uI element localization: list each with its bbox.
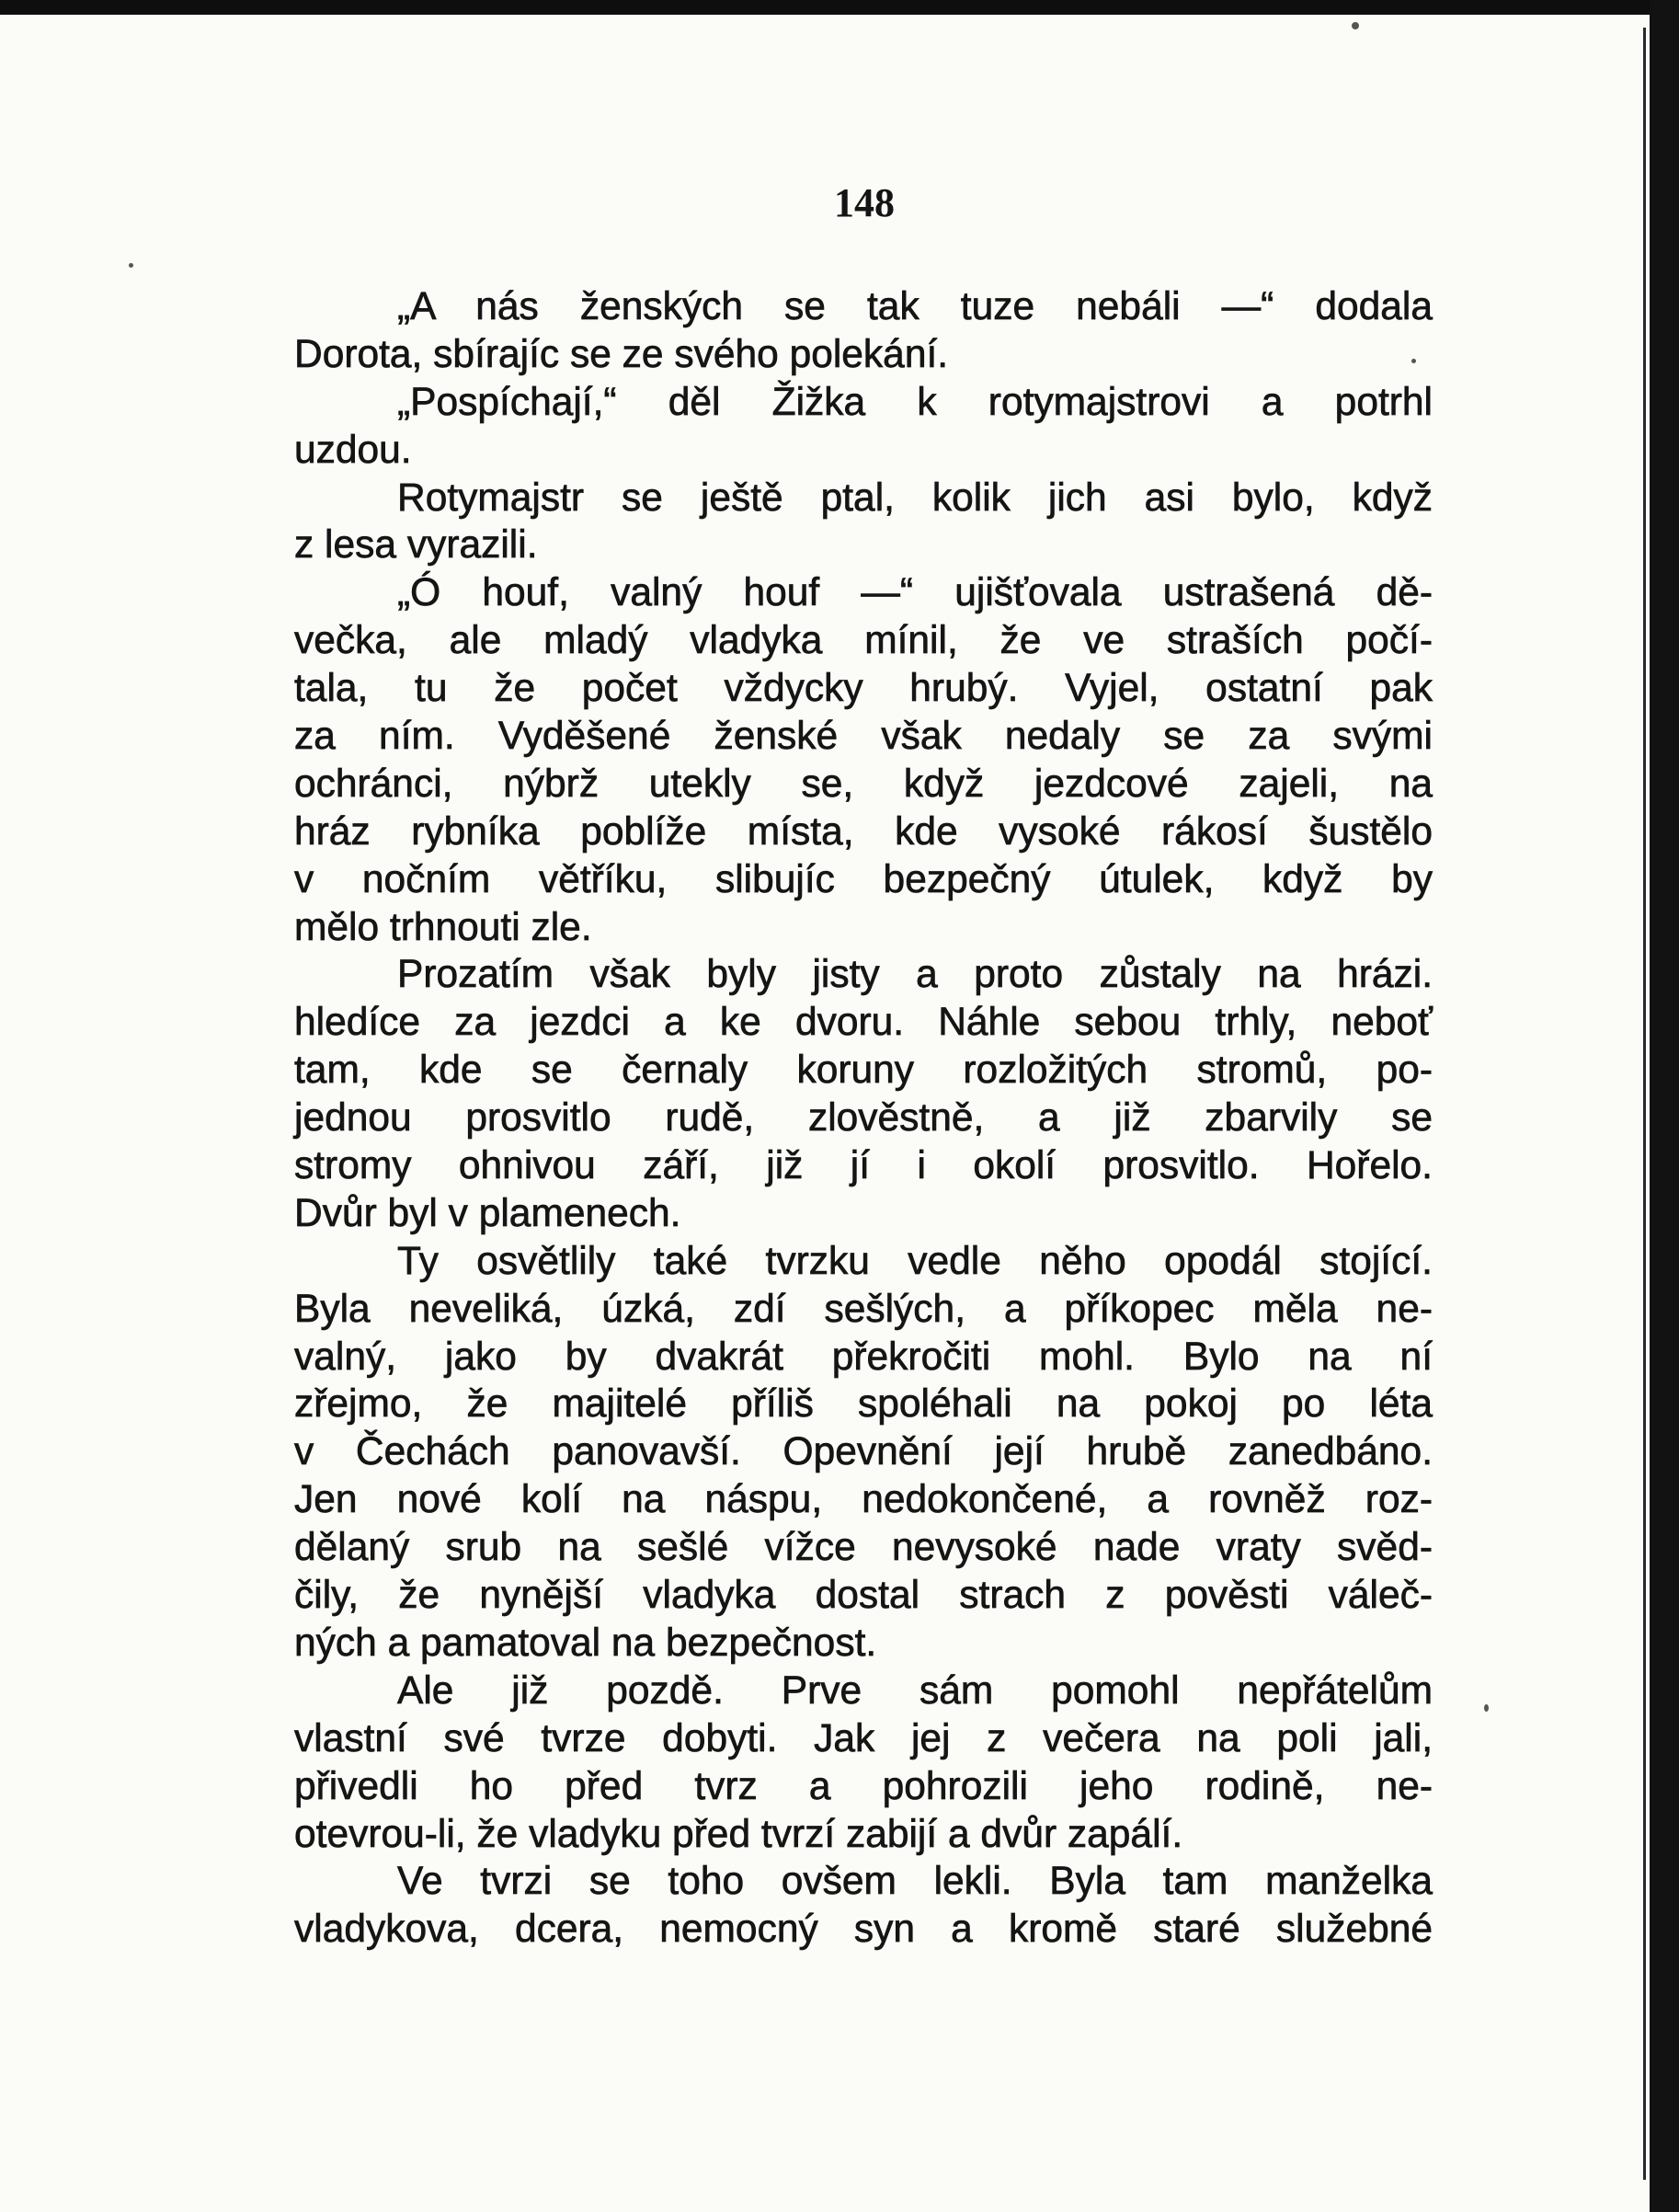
text-line: „Ó houf, valný houf —“ ujišťovala ustrašená dě-	[397, 571, 1433, 615]
scan-speck	[129, 263, 133, 268]
text-line: Byla neveliká, úzká, zdí sešlých, a příkopec měla ne-	[294, 1287, 1433, 1331]
text-line: za ním. Vyděšené ženské však nedaly se za svými	[294, 715, 1433, 759]
text-line: Dvůr byl v plamenech.	[294, 1191, 681, 1235]
text-line: v nočním větříku, slibujíc bezpečný útulek, když by	[294, 857, 1433, 901]
text-line: zřejmo, že majitelé příliš spoléhali na pokoj po léta	[294, 1382, 1433, 1427]
text-line: otevrou-li, že vladyku před tvrzí zabijí a dvůr zapálí.	[294, 1812, 1183, 1856]
text-line: uzdou.	[294, 428, 412, 472]
text-line: jednou prosvitlo rudě, zlověstně, a již zbarvily se	[294, 1096, 1433, 1140]
scan-top-edge	[0, 0, 1679, 15]
text-line: Ty osvětlily také tvrzku vedle něho opodál stojící.	[397, 1239, 1433, 1283]
text-line: hráz rybníka poblíže místa, kde vysoké rákosí šustělo	[294, 809, 1433, 854]
text-line: hledíce za jezdci a ke dvoru. Náhle sebou trhly, neboť	[294, 1001, 1433, 1045]
text-line: Dorota, sbírajíc se ze svého polekání.	[294, 332, 949, 376]
text-line: ných a pamatoval na bezpečnost.	[294, 1621, 877, 1665]
text-line: tala, tu že počet vždycky hrubý. Vyjel, ostatní pak	[294, 667, 1433, 711]
text-line: v Čechách panovavší. Opevnění její hrubě zanedbáno.	[294, 1430, 1433, 1474]
text-line: „Pospíchají,“ děl Žižka k rotymajstrovi a potrhl	[397, 380, 1433, 424]
page-number: 148	[834, 180, 895, 225]
body-text	[294, 283, 1433, 1954]
text-line: valný, jako by dvakrát překročiti mohl. Bylo na ní	[294, 1335, 1433, 1379]
text-line: mělo trhnouti zle.	[294, 905, 592, 949]
text-line: Ale již pozdě. Prve sám pomohl nepřátelům	[397, 1668, 1433, 1713]
text-line: Jen nové kolí na náspu, nedokončené, a rovněž roz-	[294, 1478, 1433, 1522]
text-line: z lesa vyrazili.	[294, 523, 538, 567]
text-line: vladykova, dcera, nemocný syn a kromě staré služebné	[294, 1908, 1433, 1952]
text-line: stromy ohnivou září, již jí i okolí prosvitlo. Hořelo.	[294, 1144, 1433, 1188]
text-line: přivedli ho před tvrz a pohrozili jeho rodině, ne-	[294, 1764, 1433, 1808]
text-line: dělaný srub na sešlé vížce nevysoké nade vraty svěd-	[294, 1526, 1433, 1570]
text-line: Prozatím však byly jisty a proto zůstaly na hrázi.	[397, 953, 1433, 997]
text-line: vlastní své tvrze dobyti. Jak jej z večera na poli jali,	[294, 1716, 1433, 1760]
text-line: ochránci, nýbrž utekly se, když jezdcové zajeli, na	[294, 762, 1433, 806]
text-line: „A nás ženských se tak tuze nebáli —“ dodala	[397, 285, 1433, 328]
scan-right-edge	[1650, 0, 1679, 2212]
text-line: Ve tvrzi se toho ovšem lekli. Byla tam manželka	[397, 1860, 1433, 1904]
scan-speck	[1484, 1704, 1489, 1712]
text-line: Rotymajstr se ještě ptal, kolik jich asi bylo, když	[397, 476, 1433, 520]
text-line: čily, že nynější vladyka dostal strach z pověsti váleč-	[294, 1574, 1433, 1618]
text-line: večka, ale mladý vladyka mínil, že ve straších počí-	[294, 619, 1433, 663]
text-line: tam, kde se černaly koruny rozložitých stromů, po-	[294, 1049, 1433, 1093]
page-edge-line	[1643, 28, 1646, 2180]
scan-speck	[1352, 22, 1359, 29]
